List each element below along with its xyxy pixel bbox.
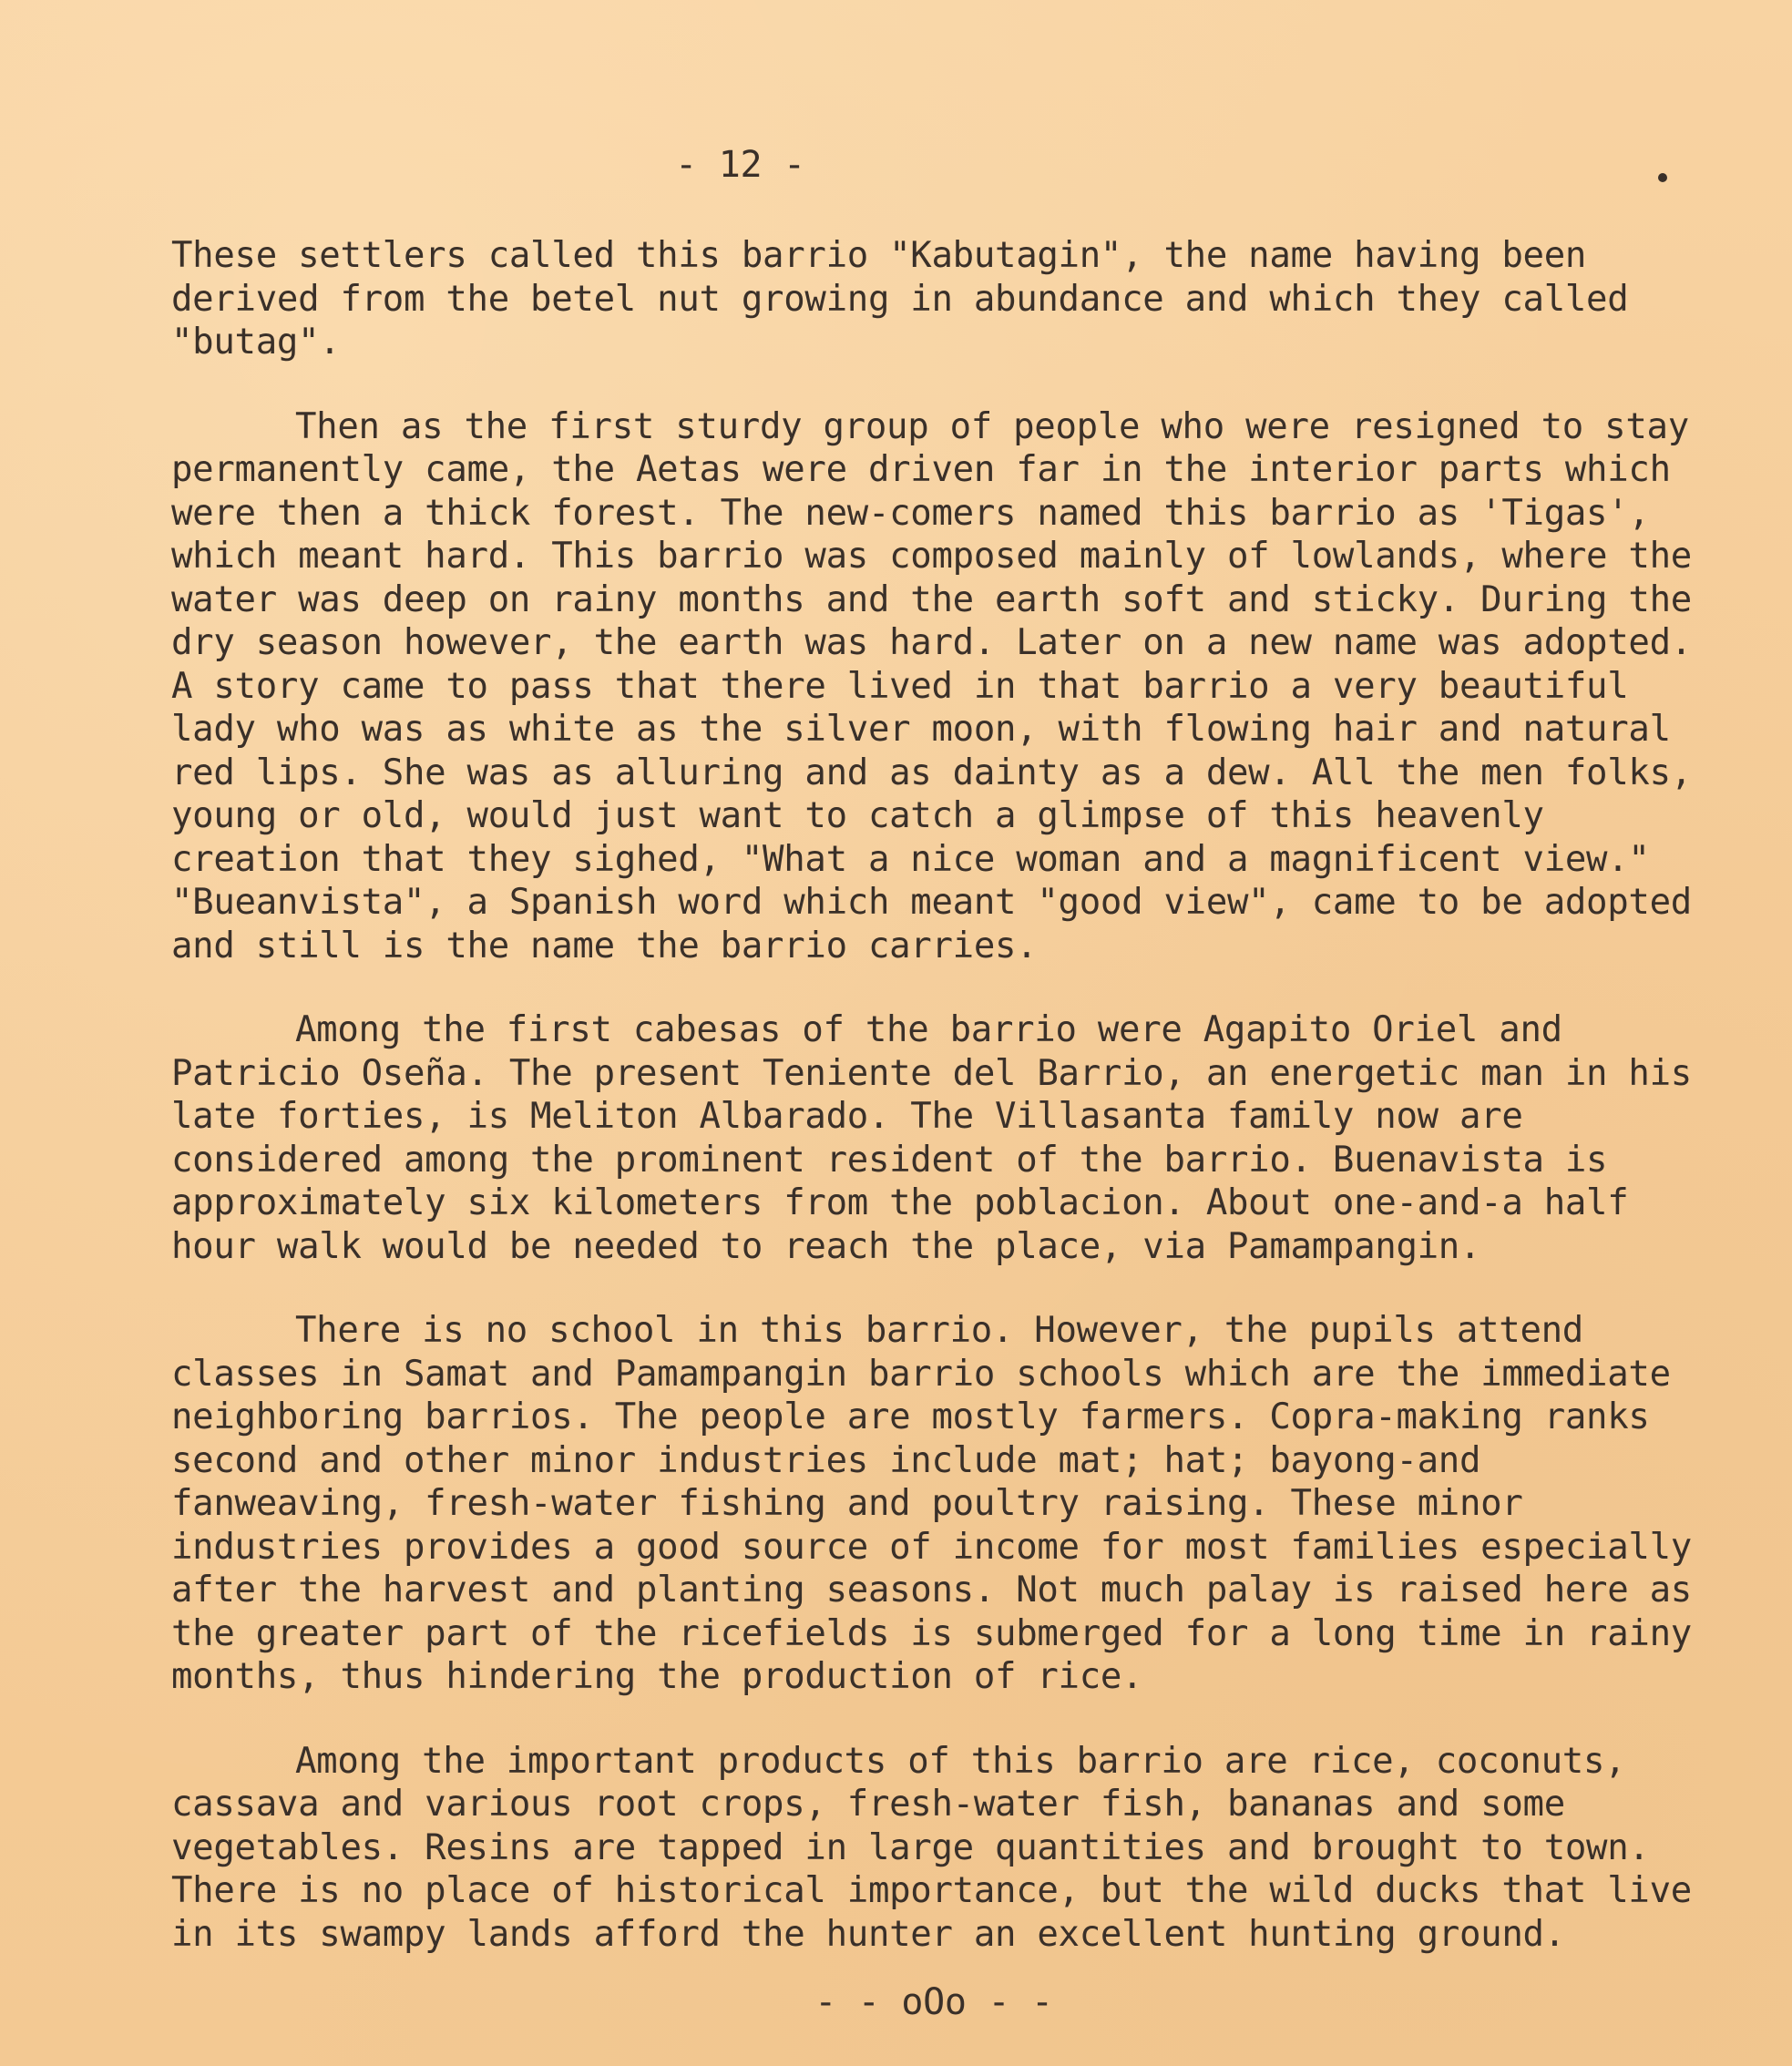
paragraph-history: Then as the first sturdy group of people who were resigned to stay permanently came, the Aetas were driven far in the interior parts which were then a thick forest. The new-comers named this barrio as 'Tigas', which meant hard. This barrio was composed mainly of lowlands, where the water was deep on rainy months and the earth soft and sticky. During the dry season however, the earth was hard. Later on a new name was adopted. A story came to pass that there lived in that barrio a very beautiful lady who was as white as the silver moon, with flowing hair and natural red lips. She was as alluring and as dainty as a dew. All the men folks, young or old, would just want to catch a glimpse of this heavenly creation that they sighed, "What a nice woman and a magnificent view." "Bueanvista", a Spanish word which meant "good view", came to be adopted and still is the name the barrio carries. [171,405,1692,967]
paragraph-cabesas: Among the first cabesas of the barrio were Agapito Oriel and Patricio Oseña. The present Teniente del Barrio, an energetic man in his late forties, is Meliton Albarado. The Villasanta family now are considered among the prominent resident of the barrio. Buenavista is approximately six kilometers from the poblacion. About one-and-a half hour walk would be needed to reach the place, via Pamampangin. [171,1009,1692,1267]
paragraph-products: Among the important products of this barrio are rice, coconuts, cassava and various root crops, fresh-water fish, bananas and some vegetables. Resins are tapped in large quantities and brought to town. There is no place of historical importance, but the wild ducks that live in its swampy lands afford the hunter an excellent hunting ground. [171,1740,1692,1955]
paragraph-school-industries: There is no school in this barrio. However, the pupils attend classes in Samat and Pamampangin barrio schools which are the immediate neighboring barrios. The people are mostly farmers. Copra-making ranks second and other minor industries include mat; hat; bayong-and fanweaving, fresh-water fishing and poultry raising. These minor industries provides a good source of income for most families especially after the harvest and planting seasons. Not much palay is raised here as the greater part of the ricefields is submerged for a long time in rainy months, thus hindering the production of rice. [171,1310,1692,1697]
paragraph-settlers: These settlers called this barrio "Kabutagin", the name having been derived from the betel nut growing in abundance and which they called "butag". [171,235,1629,363]
end-mark: - - oOo - - [814,1981,1053,2023]
ink-dot [1658,173,1667,182]
document-body [171,234,1720,1997]
page-number: - 12 - [675,144,805,186]
